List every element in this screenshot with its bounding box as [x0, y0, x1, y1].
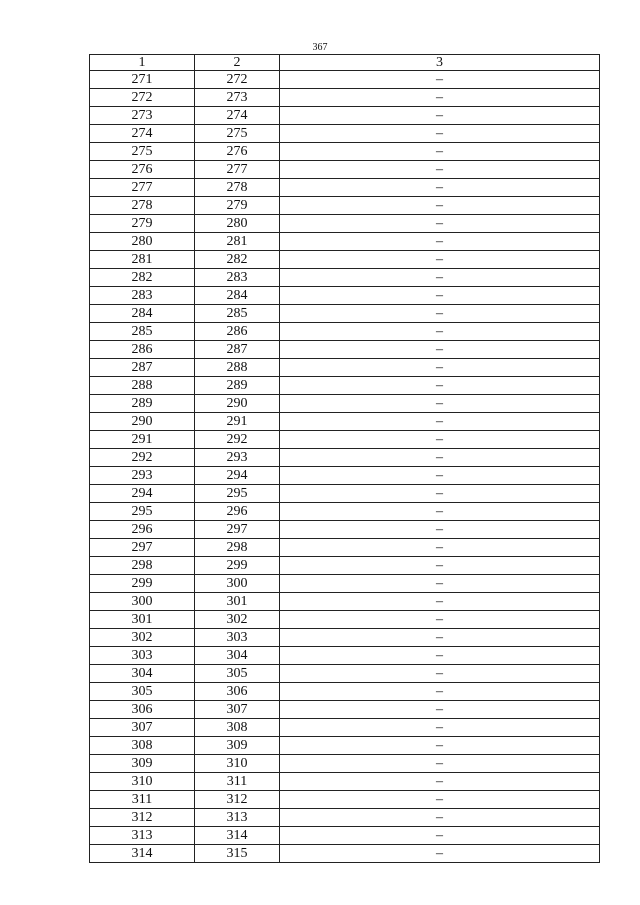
table-row [90, 575, 600, 593]
data-table [89, 54, 600, 863]
table-row [90, 827, 600, 845]
table-row [90, 503, 600, 521]
table-cell-col-2: 278 [195, 179, 280, 197]
table-cell-col-1: 271 [90, 71, 195, 89]
table-cell-col-2: 272 [195, 71, 280, 89]
table-cell-col-1: 312 [90, 809, 195, 827]
table-cell-col-2: 293 [195, 449, 280, 467]
table-cell-col-1: 294 [90, 485, 195, 503]
table-cell-col-3: – [280, 341, 600, 359]
table-cell-col-3: – [280, 683, 600, 701]
table-cell-col-3: – [280, 539, 600, 557]
table-cell-col-1: 286 [90, 341, 195, 359]
table-cell-col-1: 288 [90, 377, 195, 395]
table-cell-col-2: 284 [195, 287, 280, 305]
table-cell-col-2: 297 [195, 521, 280, 539]
table-cell-col-1: 275 [90, 143, 195, 161]
table-row [90, 647, 600, 665]
table-cell-col-3: – [280, 107, 600, 125]
table-cell-col-3: – [280, 377, 600, 395]
table-cell-col-3: – [280, 233, 600, 251]
table-cell-col-1: 273 [90, 107, 195, 125]
table-cell-col-2: 299 [195, 557, 280, 575]
table-cell-col-1: 311 [90, 791, 195, 809]
table-cell-col-1: 300 [90, 593, 195, 611]
table-cell-col-2: 279 [195, 197, 280, 215]
table-cell-col-2: 276 [195, 143, 280, 161]
table-cell-col-2: 294 [195, 467, 280, 485]
table-cell-col-3: – [280, 125, 600, 143]
table-cell-col-2: 285 [195, 305, 280, 323]
table-cell-col-3: – [280, 773, 600, 791]
table-row [90, 305, 600, 323]
table-row [90, 629, 600, 647]
table-row [90, 377, 600, 395]
table-cell-col-1: 306 [90, 701, 195, 719]
table-cell-col-1: 292 [90, 449, 195, 467]
table-header-row [90, 55, 600, 71]
table-cell-col-2: 282 [195, 251, 280, 269]
table-cell-col-1: 313 [90, 827, 195, 845]
table-cell-col-3: – [280, 827, 600, 845]
table-row [90, 395, 600, 413]
table-cell-col-3: – [280, 305, 600, 323]
table-cell-col-2: 281 [195, 233, 280, 251]
table-cell-col-1: 298 [90, 557, 195, 575]
table-cell-col-3: – [280, 791, 600, 809]
table-cell-col-1: 279 [90, 215, 195, 233]
table-cell-col-2: 305 [195, 665, 280, 683]
table-cell-col-3: – [280, 467, 600, 485]
table-cell-col-3: – [280, 323, 600, 341]
table-cell-col-1: 314 [90, 845, 195, 863]
table-cell-col-2: 298 [195, 539, 280, 557]
table-row [90, 341, 600, 359]
table-cell-col-2: 283 [195, 269, 280, 287]
table-row [90, 107, 600, 125]
table-row [90, 251, 600, 269]
table-cell-col-2: 289 [195, 377, 280, 395]
table-cell-col-2: 304 [195, 647, 280, 665]
table-row [90, 179, 600, 197]
table-cell-col-2: 296 [195, 503, 280, 521]
table-cell-col-2: 292 [195, 431, 280, 449]
table-cell-col-3: – [280, 701, 600, 719]
table-cell-col-1: 283 [90, 287, 195, 305]
table-cell-col-3: – [280, 809, 600, 827]
table-cell-col-2: 310 [195, 755, 280, 773]
table-cell-col-1: 289 [90, 395, 195, 413]
table-cell-col-1: 276 [90, 161, 195, 179]
table-cell-col-2: 286 [195, 323, 280, 341]
table-row [90, 521, 600, 539]
table-cell-col-1: 295 [90, 503, 195, 521]
table-cell-col-1: 277 [90, 179, 195, 197]
table-cell-col-1: 272 [90, 89, 195, 107]
table-cell-col-1: 303 [90, 647, 195, 665]
table-cell-col-2: 308 [195, 719, 280, 737]
table-row [90, 665, 600, 683]
table-cell-col-2: 287 [195, 341, 280, 359]
table-row [90, 557, 600, 575]
table-cell-col-3: – [280, 287, 600, 305]
table-cell-col-3: – [280, 521, 600, 539]
table-cell-col-2: 309 [195, 737, 280, 755]
table-row [90, 71, 600, 89]
table-cell-col-2: 277 [195, 161, 280, 179]
table-cell-col-3: – [280, 395, 600, 413]
table-row [90, 755, 600, 773]
table-cell-col-3: – [280, 143, 600, 161]
table-row [90, 233, 600, 251]
table-row [90, 287, 600, 305]
table-row [90, 773, 600, 791]
table-cell-col-1: 302 [90, 629, 195, 647]
table-cell-col-1: 282 [90, 269, 195, 287]
table-cell-col-2: 274 [195, 107, 280, 125]
table-cell-col-1: 310 [90, 773, 195, 791]
table-row [90, 431, 600, 449]
table-row [90, 611, 600, 629]
table-cell-col-3: – [280, 737, 600, 755]
table-cell-col-3: – [280, 755, 600, 773]
column-header-3: 3 [280, 55, 600, 71]
table-cell-col-2: 288 [195, 359, 280, 377]
table-cell-col-1: 308 [90, 737, 195, 755]
table-row [90, 215, 600, 233]
table-row [90, 323, 600, 341]
table-cell-col-1: 274 [90, 125, 195, 143]
table-cell-col-3: – [280, 665, 600, 683]
table-cell-col-3: – [280, 71, 600, 89]
table-cell-col-1: 296 [90, 521, 195, 539]
table-cell-col-1: 291 [90, 431, 195, 449]
table-cell-col-1: 293 [90, 467, 195, 485]
column-header-2: 2 [195, 55, 280, 71]
table-cell-col-2: 303 [195, 629, 280, 647]
table-cell-col-2: 291 [195, 413, 280, 431]
page-number: 367 [312, 42, 328, 53]
table-row [90, 845, 600, 863]
table-row [90, 701, 600, 719]
table-cell-col-3: – [280, 251, 600, 269]
table-cell-col-2: 302 [195, 611, 280, 629]
table-row [90, 719, 600, 737]
table-cell-col-2: 315 [195, 845, 280, 863]
table-cell-col-2: 306 [195, 683, 280, 701]
table-cell-col-3: – [280, 161, 600, 179]
table-cell-col-3: – [280, 593, 600, 611]
table-row [90, 539, 600, 557]
table-cell-col-3: – [280, 503, 600, 521]
table-cell-col-2: 312 [195, 791, 280, 809]
table-row [90, 125, 600, 143]
table-cell-col-3: – [280, 215, 600, 233]
table-cell-col-3: – [280, 575, 600, 593]
table-cell-col-3: – [280, 485, 600, 503]
table-cell-col-2: 273 [195, 89, 280, 107]
table-cell-col-2: 301 [195, 593, 280, 611]
table-row [90, 467, 600, 485]
column-header-1: 1 [90, 55, 195, 71]
table-row [90, 593, 600, 611]
table-row [90, 791, 600, 809]
table-cell-col-1: 281 [90, 251, 195, 269]
table-cell-col-3: – [280, 629, 600, 647]
table-cell-col-3: – [280, 413, 600, 431]
table-body [90, 71, 600, 863]
table-row [90, 737, 600, 755]
table-cell-col-2: 313 [195, 809, 280, 827]
table-cell-col-1: 290 [90, 413, 195, 431]
table-row [90, 485, 600, 503]
table-cell-col-3: – [280, 269, 600, 287]
table-cell-col-1: 305 [90, 683, 195, 701]
table-cell-col-2: 300 [195, 575, 280, 593]
table-cell-col-2: 275 [195, 125, 280, 143]
table-row [90, 809, 600, 827]
table-cell-col-1: 309 [90, 755, 195, 773]
table-cell-col-2: 307 [195, 701, 280, 719]
table-cell-col-2: 280 [195, 215, 280, 233]
table-cell-col-2: 290 [195, 395, 280, 413]
table-cell-col-2: 311 [195, 773, 280, 791]
table-row [90, 269, 600, 287]
table-cell-col-3: – [280, 179, 600, 197]
table-row [90, 197, 600, 215]
table-cell-col-1: 299 [90, 575, 195, 593]
table-row [90, 143, 600, 161]
table-cell-col-2: 314 [195, 827, 280, 845]
table-cell-col-3: – [280, 719, 600, 737]
table-cell-col-1: 297 [90, 539, 195, 557]
table-cell-col-3: – [280, 449, 600, 467]
table-row [90, 413, 600, 431]
table-cell-col-1: 307 [90, 719, 195, 737]
table-row [90, 161, 600, 179]
table-cell-col-1: 301 [90, 611, 195, 629]
table-cell-col-3: – [280, 845, 600, 863]
table-cell-col-1: 304 [90, 665, 195, 683]
table-cell-col-1: 284 [90, 305, 195, 323]
table-cell-col-3: – [280, 647, 600, 665]
table-cell-col-3: – [280, 611, 600, 629]
table-cell-col-3: – [280, 557, 600, 575]
table-cell-col-3: – [280, 431, 600, 449]
table-cell-col-3: – [280, 89, 600, 107]
table-cell-col-1: 285 [90, 323, 195, 341]
table-cell-col-1: 280 [90, 233, 195, 251]
table-row [90, 359, 600, 377]
table-row [90, 683, 600, 701]
table-cell-col-1: 287 [90, 359, 195, 377]
table-row [90, 449, 600, 467]
table-cell-col-2: 295 [195, 485, 280, 503]
table-row [90, 89, 600, 107]
table-cell-col-1: 278 [90, 197, 195, 215]
table-cell-col-3: – [280, 359, 600, 377]
table-cell-col-3: – [280, 197, 600, 215]
